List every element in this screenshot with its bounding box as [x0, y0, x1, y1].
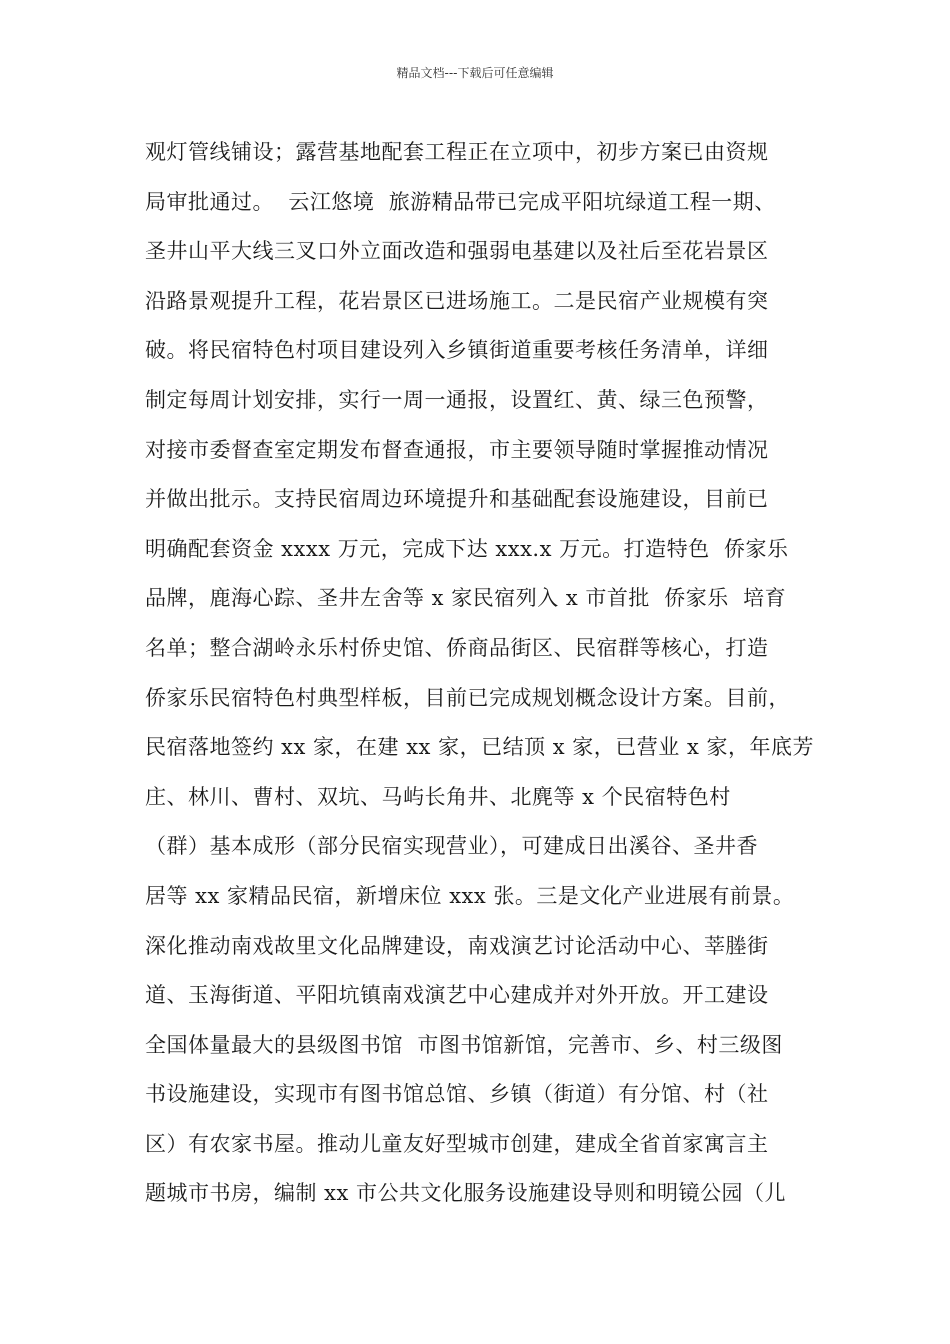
text-line: 沿路景观提升工程，花岩景区已进场施工。二是民宿产业规模有突: [145, 288, 769, 313]
body-text: [145, 128, 825, 1219]
text-line: 道、玉海街道、平阳坑镇南戏演艺中心建成并对外开放。开工建设: [145, 983, 769, 1008]
text-line: 深化推动南戏故里文化品牌建设，南戏演艺讨论活动中心、莘塍街: [145, 933, 769, 958]
text-line: 对接市委督查室定期发布督查通报，市主要领导随时掌握推动情况: [145, 437, 769, 462]
text-line: 制定每周计划安排，实行一周一通报，设置红、黄、绿三色预警，: [145, 387, 769, 412]
text-line: （群）基本成形（部分民宿实现营业），可建成日出溪谷、圣井香: [145, 834, 758, 859]
page-header: 精品文档---下载后可任意编辑: [396, 66, 554, 80]
text-line: 题城市书房，编制 xx 市公共文化服务设施建设导则和明镜公园（儿: [145, 1181, 787, 1206]
text-line: 区）有农家书屋。推动儿童友好型城市创建，建成全省首家寓言主: [145, 1131, 769, 1156]
text-line: 并做出批示。支持民宿周边环境提升和基础配套设施建设，目前已: [145, 487, 769, 512]
text-line: 圣井山平大线三叉口外立面改造和强弱电基建以及社后至花岩景区: [145, 239, 769, 264]
text-line: 居等 xx 家精品民宿，新增床位 xxx 张。三是文化产业进展有前景。: [145, 883, 795, 908]
text-line: 观灯管线铺设；露营基地配套工程正在立项中，初步方案已由资规: [145, 140, 769, 164]
text-line: 品牌，鹿海心踪、圣井左舍等 x 家民宿列入 x 市首批 侨家乐 培育: [145, 586, 787, 611]
text-line: 民宿落地签约 xx 家，在建 xx 家，已结顶 x 家，已营业 x 家，年底芳: [145, 735, 814, 760]
text-line: 明确配套资金 xxxx 万元，完成下达 xxx.x 万元。打造特色 侨家乐: [145, 536, 789, 561]
text-line: 书设施建设，实现市有图书馆总馆、乡镇（街道）有分馆、村（社: [145, 1082, 769, 1107]
text-line: 局审批通过。 云江悠境 旅游精品带已完成平阳坑绿道工程一期、: [145, 189, 776, 214]
text-line: 全国体量最大的县级图书馆 市图书馆新馆，完善市、乡、村三级图: [145, 1032, 783, 1057]
text-line: 破。将民宿特色村项目建设列入乡镇街道重要考核任务清单，详细: [145, 338, 769, 363]
text-line: 侨家乐民宿特色村典型样板，目前已完成规划概念设计方案。目前，: [145, 685, 790, 710]
text-line: 名单；整合湖岭永乐村侨史馆、侨商品街区、民宿群等核心，打造: [145, 635, 769, 660]
text-line: 庄、林川、曹村、双坑、马屿长角井、北麂等 x 个民宿特色村: [145, 784, 731, 809]
